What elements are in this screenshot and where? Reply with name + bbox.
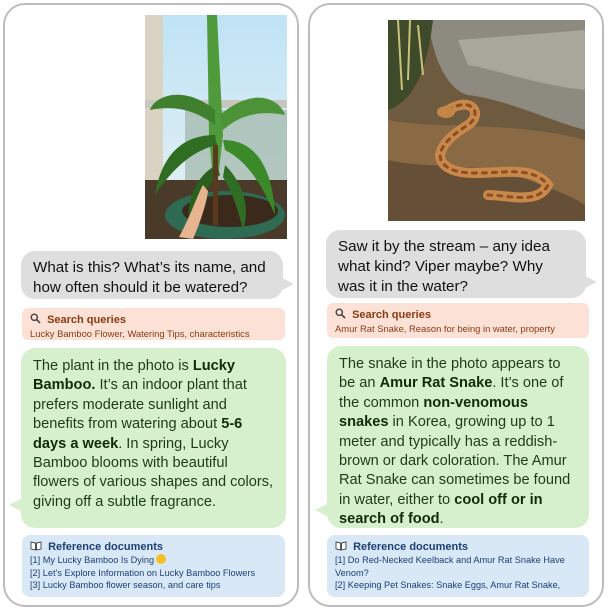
reference-link[interactable]: [1] My Lucky Bamboo Is Dying [30,554,277,567]
search-queries-terms: Lucky Bamboo Flower, Watering Tips, characteristics [30,328,250,339]
question-text: What is this? What’s its name, and how often should it be watered? [33,259,266,296]
search-queries-box [327,303,589,338]
chat-panel-left [3,3,299,607]
question-bubble [21,251,283,299]
reference-documents-title: Reference documents [353,541,468,553]
search-queries-terms: Amur Rat Snake, Reason for being in water, property [335,323,555,334]
open-book-icon [335,541,347,551]
magnifier-icon [30,313,41,324]
reference-documents-title: Reference documents [48,541,163,553]
snake-photo [388,20,585,221]
worried-face-icon [156,554,166,564]
reference-link[interactable]: [2] Keeping Pet Snakes: Snake Eggs, Amur Rat Snake, [335,580,561,591]
answer-bubble-tail [315,504,327,516]
reference-link[interactable]: [1] Do Red-Necked Keelback and Amur Rat Snake Have Venom? [335,555,565,578]
magnifier-icon [335,308,346,319]
answer-bubble: The snake in the photo appears to be an Amur Rat Snake. It’s one of the common non-venomous snakes in Korea, growing up to 1 meter and typically has a reddish-brown or dark coloration. The Amur Rat Snake can sometimes be found in water, either to cool off or in search of food. [327,346,589,528]
search-queries-box [22,308,285,340]
chat-panel-right [308,3,604,607]
reference-link[interactable]: [2] Let’s Explore Information on Lucky Bamboo Flowers [30,567,256,578]
search-queries-title: Search queries [352,309,431,321]
open-book-icon [30,541,42,551]
reference-documents-box [22,535,285,597]
question-text: Saw it by the stream – any idea what kind? Viper maybe? Why was it in the water? [338,238,550,295]
question-bubble-tail [585,276,597,288]
answer-bubble: The plant in the photo is Lucky Bamboo. It’s an indoor plant that prefers moderate sunlight and benefits from watering about 5-6 days a week. In spring, Lucky Bamboo blooms with beautiful flowers of various shapes and colors, giving off a subtle fragrance. [21,348,286,528]
reference-documents-box [327,535,589,597]
reference-link[interactable]: [3] Lucky Bamboo flower season, and care tips [30,580,221,591]
search-queries-title: Search queries [47,314,126,326]
answer-bubble-tail [9,499,21,511]
question-bubble-tail [282,278,294,290]
question-bubble [326,230,586,298]
plant-photo [145,15,287,239]
